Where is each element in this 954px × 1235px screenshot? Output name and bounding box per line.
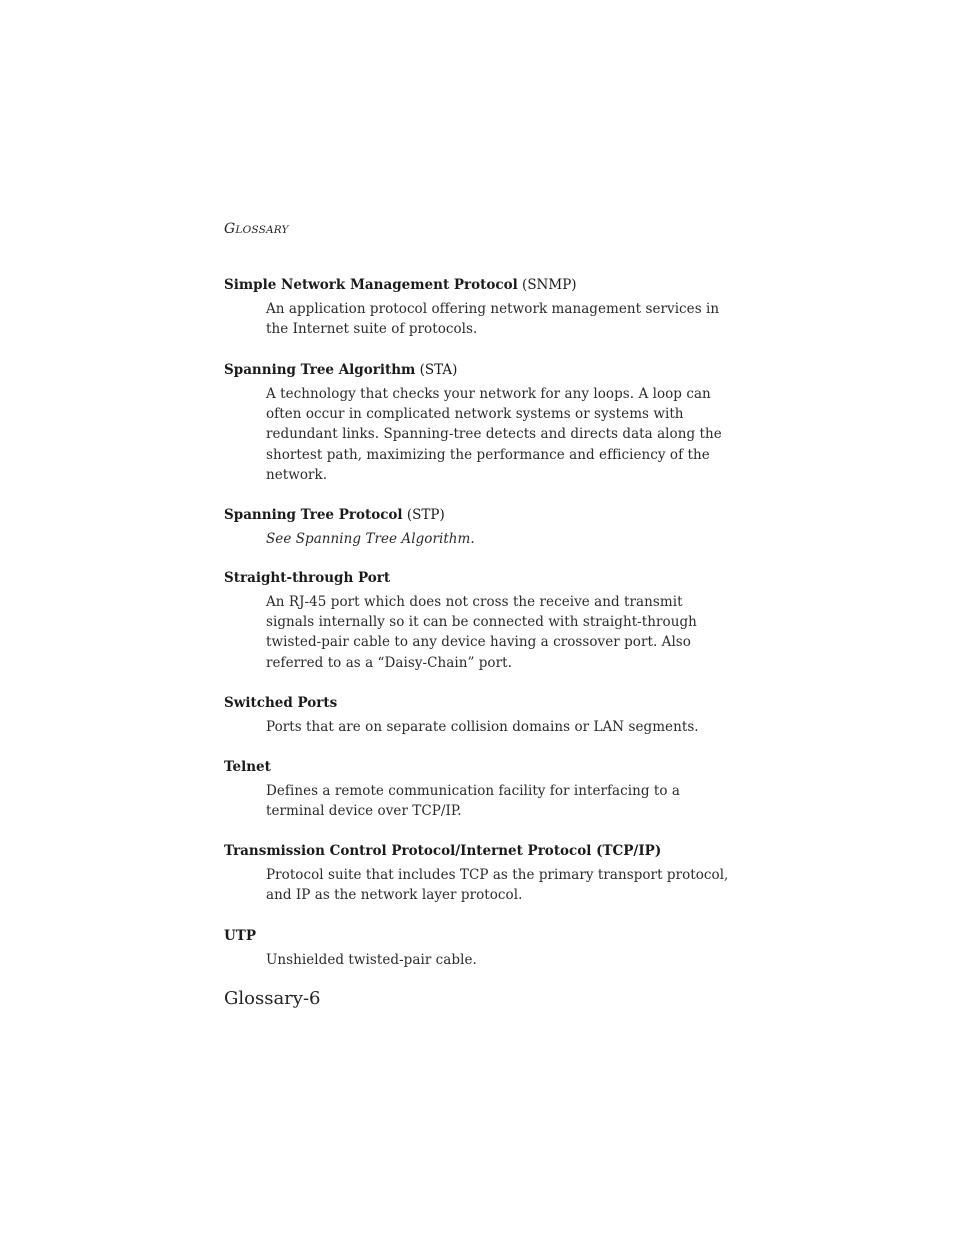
glossary-term — [224, 505, 724, 525]
glossary-entry — [224, 757, 724, 821]
definition-line: redundant links. Spanning-tree detects and directs data along the — [266, 426, 722, 443]
term-name: Telnet — [224, 759, 271, 775]
definition-line: referred to as a “Daisy-Chain” port. — [266, 654, 512, 671]
running-head-initial: G — [224, 221, 236, 237]
definition-line: the Internet suite of protocols. — [266, 321, 478, 338]
definition-line: Unshielded twisted-pair cable. — [266, 952, 477, 968]
glossary-entry — [224, 360, 724, 485]
definition-line: An RJ-45 port which does not cross the receive and transmit — [266, 594, 683, 610]
definition-line: network. — [266, 466, 328, 483]
term-name: Simple Network Management Protocol — [224, 277, 518, 293]
term-abbreviation: (STA) — [419, 362, 458, 378]
definition-line: twisted-pair cable to any device having a crossover port. Also — [266, 634, 691, 651]
glossary-term — [224, 360, 724, 380]
glossary-definition — [266, 717, 718, 737]
glossary-definition — [266, 865, 729, 905]
glossary-term — [224, 757, 724, 777]
definition-line: Protocol suite that includes TCP as the primary transport protocol, — [266, 867, 729, 883]
definition-line: terminal device over TCP/IP. — [266, 803, 462, 820]
term-name: Spanning Tree Protocol — [224, 507, 403, 523]
definition-line: shortest path, maximizing the performance and efficiency of the — [266, 446, 710, 463]
definition-line: Defines a remote communication facility for interfacing to a — [266, 783, 681, 799]
term-name: Straight-through Port — [224, 570, 391, 586]
term-abbreviation: (SNMP) — [522, 277, 577, 293]
glossary-entry — [224, 568, 724, 673]
glossary-definition — [266, 529, 718, 549]
term-name: Switched Ports — [224, 695, 338, 711]
glossary-term — [224, 568, 724, 588]
glossary-definition — [266, 384, 722, 485]
glossary-entry — [224, 693, 724, 737]
glossary-term — [224, 926, 724, 946]
term-name: UTP — [224, 928, 256, 944]
glossary-definition — [266, 781, 718, 821]
glossary-term — [224, 275, 724, 295]
running-head-rest: LOSSARY — [235, 224, 289, 236]
term-name: Spanning Tree Algorithm — [224, 362, 416, 378]
definition-line: and IP as the network layer protocol. — [266, 887, 523, 904]
glossary-entry — [224, 505, 724, 549]
definition-line: often occur in complicated network systems or systems with — [266, 406, 684, 423]
definition-line: An application protocol offering network management services in — [266, 301, 720, 317]
cross-reference: See Spanning Tree Algorithm. — [266, 531, 475, 547]
definition-line: Ports that are on separate collision domains or LAN segments. — [266, 719, 699, 735]
glossary-entry — [224, 926, 724, 970]
glossary-definition — [266, 299, 718, 339]
glossary-entry — [224, 841, 729, 905]
term-abbreviation: (STP) — [406, 507, 445, 523]
glossary-term — [224, 841, 724, 861]
running-head — [224, 221, 289, 237]
definition-line: signals internally so it can be connected with straight-through — [266, 614, 697, 631]
glossary-definition — [266, 950, 718, 970]
page-number: Glossary-6 — [224, 988, 321, 1009]
glossary-term — [224, 693, 724, 713]
glossary-entry — [224, 275, 724, 339]
term-name: Transmission Control Protocol/Internet Protocol (TCP/IP) — [224, 843, 662, 859]
definition-line: A technology that checks your network for any loops. A loop can — [266, 386, 711, 402]
glossary-definition — [266, 592, 718, 673]
